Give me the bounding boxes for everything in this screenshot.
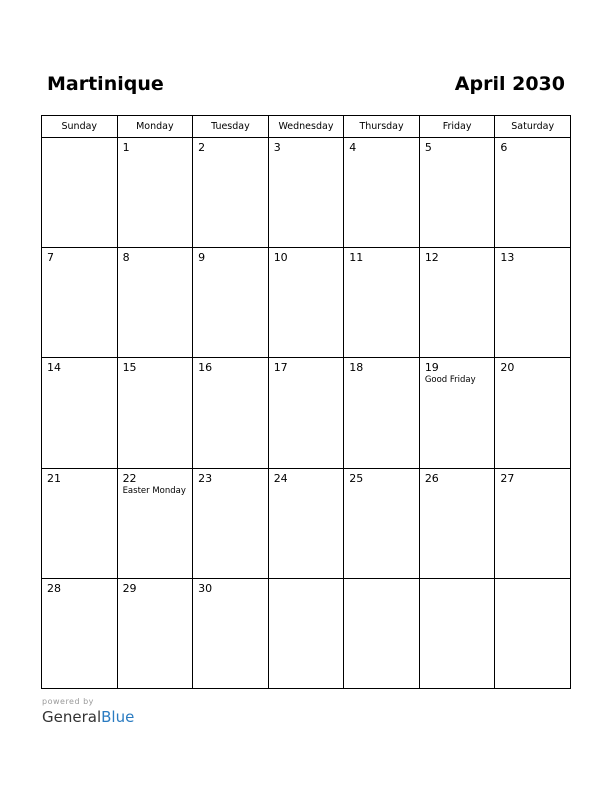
day-number: 4 [349, 141, 357, 154]
week-row [42, 578, 571, 688]
day-cell [419, 358, 495, 468]
day-cell [495, 358, 571, 468]
region-title: Martinique [47, 73, 164, 95]
week-row [42, 248, 571, 358]
day-cell [42, 468, 118, 578]
day-cell [117, 248, 193, 358]
day-number: 6 [500, 141, 508, 154]
day-cell [42, 138, 118, 248]
day-number: 8 [122, 251, 130, 265]
day-cell [419, 248, 495, 358]
day-cell [193, 358, 269, 468]
weekday-tuesday: Tuesday [193, 116, 269, 138]
day-number: 25 [349, 471, 364, 485]
day-number: 27 [500, 471, 515, 485]
holiday-label: Good Friday [424, 375, 476, 386]
day-number: 14 [47, 361, 61, 375]
day-number: 13 [500, 251, 515, 265]
day-cell [42, 578, 118, 688]
day-number: 18 [349, 361, 364, 375]
day-cell [268, 248, 344, 358]
weekday-header-row [42, 116, 571, 138]
weekday-friday: Friday [419, 116, 495, 138]
week-row [42, 138, 571, 248]
calendar-body [42, 138, 571, 689]
weekday-sunday: Sunday [42, 116, 118, 138]
day-number: 10 [273, 251, 288, 265]
day-number: 29 [122, 581, 137, 595]
day-cell [117, 578, 193, 688]
day-number: 28 [47, 581, 61, 595]
brand-general-text: General [42, 708, 102, 726]
day-cell [419, 468, 495, 578]
day-number: 16 [198, 361, 213, 375]
day-cell [117, 468, 193, 578]
day-number: 22 [122, 471, 137, 485]
day-cell [268, 358, 344, 468]
day-cell [495, 578, 571, 688]
weekday-monday: Monday [117, 116, 193, 138]
day-cell [117, 358, 193, 468]
weekday-wednesday: Wednesday [268, 116, 344, 138]
day-number [344, 579, 419, 582]
day-number: 19 [424, 361, 439, 375]
day-cell [344, 468, 420, 578]
day-number: 26 [424, 471, 439, 485]
holiday-label: Easter Monday [122, 485, 186, 496]
day-cell [344, 138, 420, 248]
day-cell [193, 578, 269, 688]
day-cell [268, 578, 344, 688]
day-cell [419, 138, 495, 248]
day-number: 3 [273, 141, 281, 154]
day-cell [193, 248, 269, 358]
day-number [420, 579, 495, 582]
day-number: 23 [198, 471, 213, 485]
brand-blue-text: Blue [101, 708, 135, 726]
day-number: 15 [122, 361, 137, 375]
day-cell [193, 138, 269, 248]
day-number [42, 138, 117, 141]
day-cell [419, 578, 495, 688]
day-number: 17 [273, 361, 288, 375]
day-number: 5 [424, 141, 432, 154]
weekday-saturday: Saturday [495, 116, 571, 138]
week-row [42, 358, 571, 468]
day-cell [495, 468, 571, 578]
day-number: 21 [47, 471, 61, 485]
day-number: 24 [273, 471, 288, 485]
day-number [269, 579, 344, 582]
weekday-thursday: Thursday [344, 116, 420, 138]
day-cell [344, 358, 420, 468]
day-cell [344, 578, 420, 688]
day-number: 7 [47, 251, 54, 265]
week-row [42, 468, 571, 578]
day-cell [117, 138, 193, 248]
powered-by-text: powered by [42, 697, 94, 706]
month-title: April 2030 [454, 73, 565, 95]
day-cell [344, 248, 420, 358]
day-cell [495, 248, 571, 358]
day-cell [42, 358, 118, 468]
day-number: 20 [500, 361, 515, 375]
day-number: 12 [424, 251, 439, 265]
day-cell [42, 248, 118, 358]
day-cell [268, 468, 344, 578]
day-number: 9 [198, 251, 206, 265]
day-number: 2 [198, 141, 206, 154]
brand-logo [42, 707, 134, 727]
day-cell [495, 138, 571, 248]
day-cell [193, 468, 269, 578]
day-number [495, 579, 570, 582]
day-number: 1 [122, 141, 130, 154]
month-calendar-grid [41, 115, 571, 689]
calendar-header [41, 70, 571, 100]
day-number: 30 [198, 581, 213, 595]
footer-branding [42, 697, 134, 727]
day-number: 11 [349, 251, 364, 265]
day-cell [268, 138, 344, 248]
